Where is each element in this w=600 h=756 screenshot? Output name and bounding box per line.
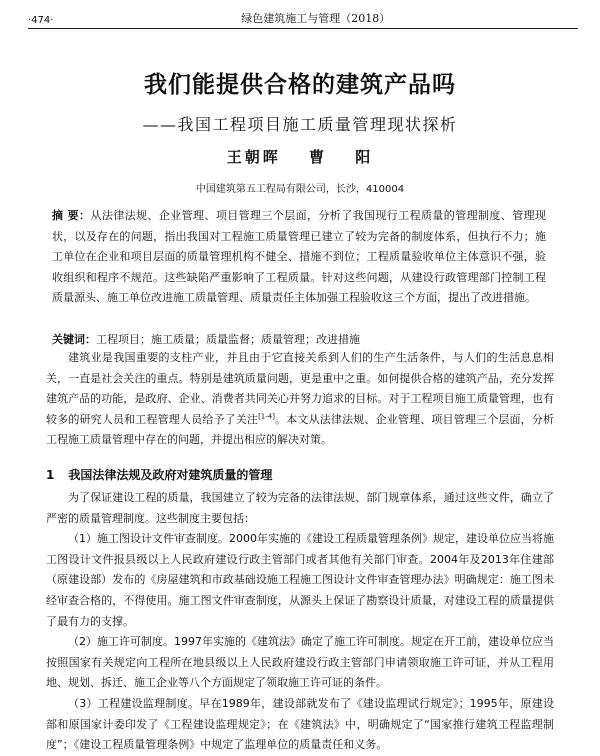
- section-body: [46, 488, 554, 756]
- intro-paragraph: [46, 348, 554, 451]
- body-paragraph: （2）施工许可制度。1997年实施的《建筑法》确定了施工许可制度。规定在开工前，建设单位应当按照国家有关规定向工程所在地县级以上人民政府建设行政主管部门申请领取施工许可证，并从工程用地、规划、拆迁、施工企业等八个方面规定了领取施工许可证的条件。: [46, 635, 554, 690]
- running-header: [28, 6, 578, 26]
- citation: [1-4]: [258, 412, 275, 421]
- abstract-text: 从法律法规、企业管理、项目管理三个层面，分析了我国现行工程质量的管理制度、管理现状，以及存在的问题，指出我国对工程施工质量管理已建立了较为完备的制度体系，但执行不力；施工单位在企业和项目层面的质量管理机构不健全、措施不到位；工程质量验收单位主体意识不强，验收组织和程序不规范。这些缺陷严重影响了工程质量。针对这些问题，从建设行政管理部门控制工程质量源头、施工单位改进施工质量管理、质量责任主体加强工程验收这三个方面，提出了改进措施。: [52, 209, 546, 304]
- body-paragraph: 为了保证建设工程的质量，我国建立了较为完备的法律法规、部门规章体系，通过这些文件，确立了严密的质量管理制度。这些制度主要包括：: [46, 491, 554, 525]
- section-heading: [46, 466, 272, 483]
- abstract: [52, 206, 546, 309]
- keywords-text: 工程项目；施工质量；质量监督；质量管理；改进措施: [96, 333, 360, 346]
- keywords: [52, 330, 546, 350]
- body-paragraph: （1）施工图设计文件审查制度。2000年实施的《建设工程质量管理条例》规定，建设单位应当将施工图设计文件报县级以上人民政府建设行政主管部门或者其他有关部门审查。2004年及2013年住建部（原建设部）发布的《房屋建筑和市政基础设施工程施工图设计文件审查管理办法》明确规定：施工图未经审查合格的，不得使用。施工图文件审查制度，从源头上保证了勘察设计质量，对建设工程的质量提供了最有力的支撑。: [46, 532, 554, 628]
- authors: 王朝晖 曹 阳: [226, 148, 374, 166]
- journal-title: 绿色建筑施工与管理（2018）: [241, 12, 391, 25]
- intro-text: 建筑业是我国重要的支柱产业，并且由于它直接关系到人们的生产生活条件，与人们的生活息息相关，一直是社会关注的重点。特别是建筑质量问题，更是重中之重。如何提供合格的建筑产品，充分发挥建筑产品的功能，是政府、企业、消费者共同关心并努力追求的目标。对于工程项目施工质量管理，也有较多的研究人员和工程管理人员给予了关注: [46, 351, 554, 426]
- introduction: [46, 348, 554, 451]
- section-number: 1: [46, 468, 55, 482]
- paper-subtitle: ——我国工程项目施工质量管理现状探析: [142, 115, 458, 134]
- header-rule: [28, 28, 578, 29]
- page-number: ·474·: [28, 15, 54, 26]
- section-title: 我国法律法规及政府对建筑质量的管理: [68, 468, 273, 482]
- affiliation: 中国建筑第五工程局有限公司，长沙，410004: [195, 184, 405, 195]
- paper-title: 我们能提供合格的建筑产品吗: [144, 72, 456, 98]
- body-paragraph: （3）工程建设监理制度。早在1989年，建设部就发布了《建设监理试行规定》；1995年，原建设部和原国家计委印发了《工程建设监理规定》；在《建筑法》中，明确规定了“国家推行建筑工程监理制度”；《建设工程质量管理条例》中规定了监理单位的质量责任和义务。: [46, 696, 554, 752]
- abstract-label: 摘 要：: [52, 209, 91, 222]
- keywords-label: 关键词：: [52, 333, 96, 346]
- intro-tail: 。本文从法律法规、企业管理、项目管理三个层面，分析工程施工质量管理中存在的问题，并提出相应的解决对策。: [46, 412, 554, 447]
